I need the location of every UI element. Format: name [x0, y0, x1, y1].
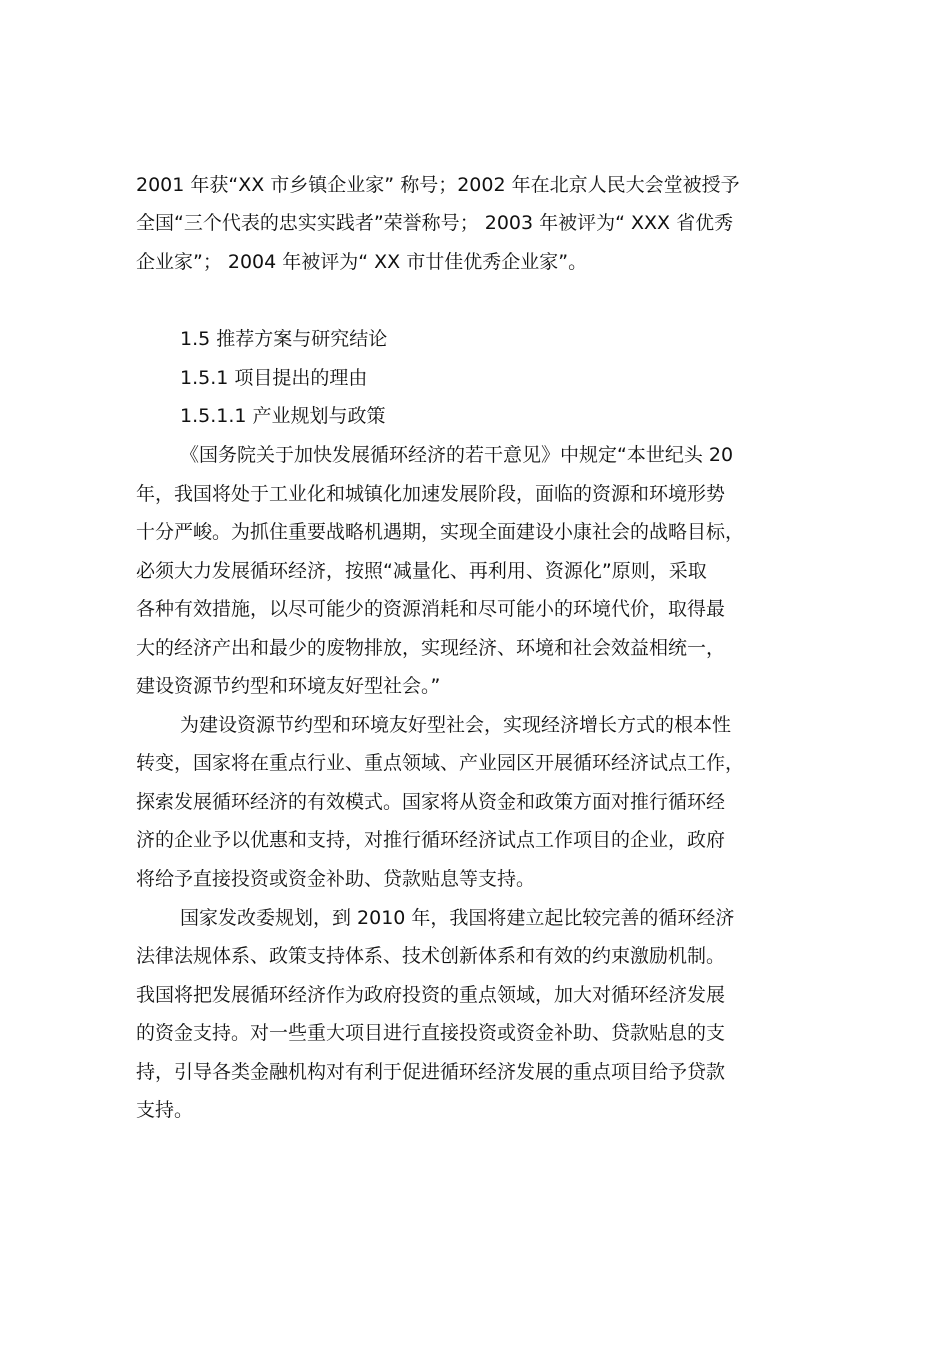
text-line: 建设资源节约型和环境友好型社会。” — [136, 675, 441, 697]
text-line: 为建设资源节约型和环境友好型社会，实现经济增长方式的根本性 — [180, 714, 732, 736]
text-line: 各种有效措施，以尽可能少的资源消耗和尽可能小的环境代价，取得最 — [136, 598, 726, 620]
text-line: 转变，国家将在重点行业、重点领域、产业园区开展循环经济试点工作， — [136, 752, 745, 774]
section-heading: 1.5 推荐方案与研究结论 — [180, 328, 388, 350]
text-line: 我国将把发展循环经济作为政府投资的重点领域，加大对循环经济发展 — [136, 984, 726, 1006]
text-line: 2001 年获“XX 市乡镇企业家” 称号；2002 年在北京人民大会堂被授予 — [136, 174, 740, 196]
text-line: 十分严峻。为抓住重要战略机遇期，实现全面建设小康社会的战略目标， — [136, 521, 745, 543]
text-line: 济的企业予以优惠和支持，对推行循环经济试点工作项目的企业，政府 — [136, 829, 726, 851]
text-line: 持，引导各类金融机构对有利于促进循环经济发展的重点项目给予贷款 — [136, 1061, 726, 1083]
text-line: 国家发改委规划，到 2010 年，我国将建立起比较完善的循环经济 — [180, 907, 735, 929]
text-line: 将给予直接投资或资金补助、贷款贴息等支持。 — [136, 868, 536, 890]
text-line: 年，我国将处于工业化和城镇化加速发展阶段，面临的资源和环境形势 — [136, 483, 726, 505]
text-line: 支持。 — [136, 1099, 194, 1121]
text-line: 大的经济产出和最少的废物排放，实现经济、环境和社会效益相统一， — [136, 637, 726, 659]
subsection-heading: 1.5.1 项目提出的理由 — [180, 367, 368, 389]
text-line: 的资金支持。对一些重大项目进行直接投资或资金补助、贷款贴息的支 — [136, 1022, 726, 1044]
subsubsection-heading: 1.5.1.1 产业规划与政策 — [180, 405, 386, 427]
text-line: 法律法规体系、政策支持体系、技术创新体系和有效的约束激励机制。 — [136, 945, 726, 967]
text-line: 探索发展循环经济的有效模式。国家将从资金和政策方面对推行循环经 — [136, 791, 726, 813]
text-line: 全国“三个代表的忠实实践者”荣誉称号； 2003 年被评为“ XXX 省优秀 — [136, 212, 734, 234]
text-line: 《国务院关于加快发展循环经济的若干意见》中规定“本世纪头 20 — [180, 444, 734, 466]
text-line: 企业家”； 2004 年被评为“ XX 市廿佳优秀企业家”。 — [136, 251, 588, 273]
text-line: 必须大力发展循环经济，按照“减量化、再利用、资源化”原则，采取 — [136, 560, 707, 582]
